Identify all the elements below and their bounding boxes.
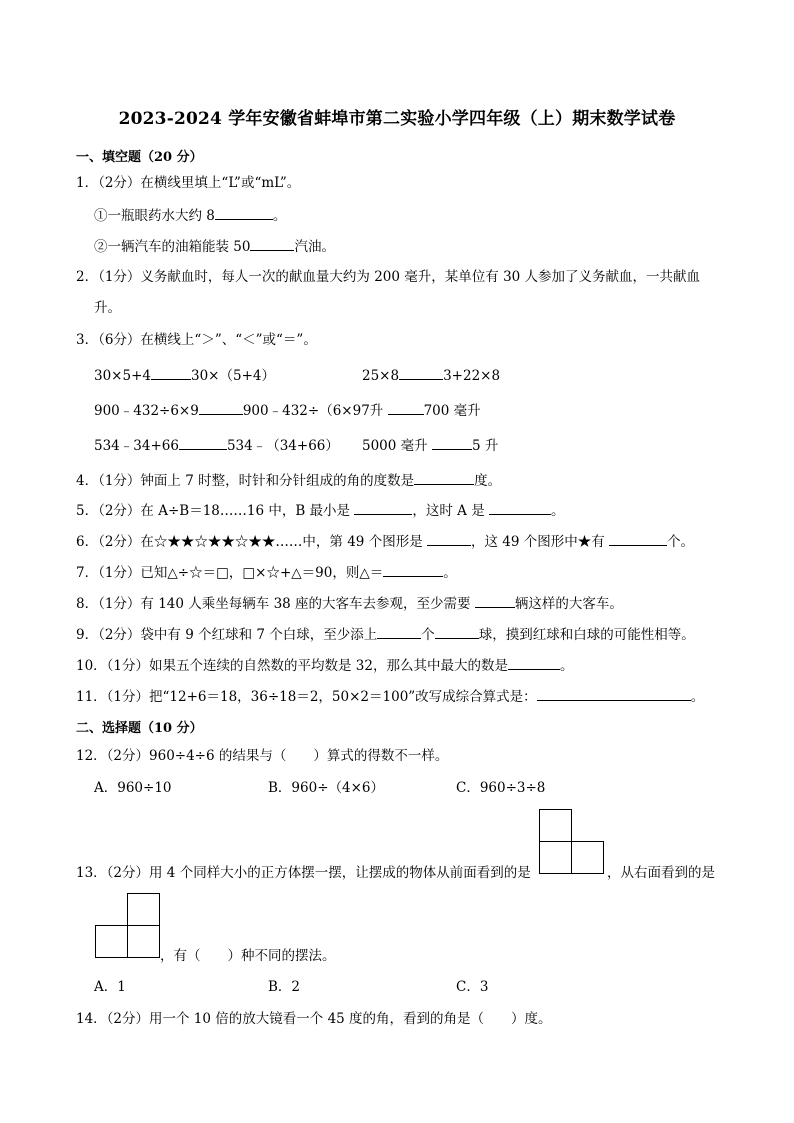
q3-blank-2[interactable] <box>399 365 443 380</box>
q4 <box>76 470 501 490</box>
q1-item-2 <box>94 236 335 256</box>
q1-blank-2[interactable] <box>250 236 294 251</box>
q6-blank-1[interactable] <box>427 531 471 546</box>
q3-blank-5[interactable] <box>179 435 227 450</box>
q3-r2a-left: 900﹣432÷6×9 <box>94 403 199 419</box>
q2-line-1: 2．（1分）义务献血时，每人一次的献血量大约为 200 毫升，某单位有 30 人参加了义务献血，一共献血 <box>76 269 701 285</box>
q3-blank-4[interactable] <box>388 400 424 415</box>
q9-end: 球，摸到红球和白球的可能性相等。 <box>478 627 695 643</box>
q8-blank[interactable] <box>475 593 515 608</box>
q1-item-2-end: 汽油。 <box>294 239 335 255</box>
front-view-cube <box>539 809 572 842</box>
q11 <box>76 686 704 706</box>
q3-r2b-left: 7升 <box>361 403 384 419</box>
q1-item-2-text: ②一辆汽车的油箱能装 50 <box>94 239 251 255</box>
q9 <box>76 624 695 644</box>
q3-r2a-right: 900﹣432÷（6×9 <box>242 403 362 419</box>
q3-r1a-right: 30×（5+4） <box>190 368 275 384</box>
exam-title: 2023-2024 学年安徽省蚌埠市第二实验小学四年级（上）期末数学试卷 <box>118 109 676 129</box>
q1-item-1 <box>94 205 286 225</box>
q6-text: 6．（2分）在☆★★☆★★☆★★……中，第 49 个图形是 <box>76 534 423 550</box>
q3-r1a-left: 30×5+4 <box>94 368 151 384</box>
q13-option-a[interactable]: A．1 <box>94 979 126 995</box>
q13-stem-post: ，从右面看到的是 <box>607 865 715 881</box>
q1-item-1-end: 。 <box>272 208 287 224</box>
q3-stem: 3．（6分）在横线上“＞”、“＜”或“＝”。 <box>76 332 317 348</box>
q3-row-2 <box>94 400 481 420</box>
q11-blank[interactable] <box>537 686 691 701</box>
q12-option-a[interactable]: A．960÷10 <box>94 780 172 796</box>
q3-r3a-left: 534﹣34+66 <box>94 438 179 454</box>
q5-blank-2[interactable] <box>489 500 551 515</box>
q8-end: 辆这样的大客车。 <box>514 596 623 612</box>
q3-r1b-left: 25×8 <box>362 368 400 384</box>
q3-r3b-left: 5000 毫升 <box>362 438 428 454</box>
q9-mid: 个 <box>421 627 435 643</box>
q3-blank-1[interactable] <box>151 365 191 380</box>
front-view-cube <box>539 841 572 874</box>
q3-r3b-right: 5 升 <box>471 438 499 454</box>
q6-blank-2[interactable] <box>609 531 667 546</box>
q7 <box>76 562 457 582</box>
q4-text: 4．（1分）钟面上 7 时整，时针和分针组成的角的度数是 <box>76 473 415 489</box>
front-view-cube <box>571 841 604 874</box>
q1-blank-1[interactable] <box>215 205 273 220</box>
right-view-cube <box>127 893 160 926</box>
q14-stem: 14．（2分）用一个 10 倍的放大镜看一个 45 度的角，看到的角是（ ）度。 <box>76 1011 552 1027</box>
q5-text: 5．（2分）在 A÷B＝18……16 中，B 最小是 <box>76 503 351 519</box>
q2-line-2: 升。 <box>94 300 121 316</box>
q3-row-3b <box>362 435 498 455</box>
q3-r2b-right: 700 毫升 <box>423 403 481 419</box>
q12-option-b[interactable]: B．960÷（4×6） <box>268 780 384 796</box>
q3-row-1b <box>362 365 500 385</box>
q11-text: 11．（1分）把“12+6＝18，36÷18＝2，50×2＝100”改写成综合算式是： <box>76 689 537 705</box>
q1-item-1-text: ①一瓶眼药水大约 8 <box>94 208 215 224</box>
q3-r3a-right: 534﹣（34+66） <box>226 438 339 454</box>
q13-line-2: ，有（ ）种不同的摆法。 <box>160 948 336 964</box>
q8 <box>76 593 623 613</box>
q7-text: 7．（1分）已知△÷☆＝□，□×☆+△＝90，则△＝ <box>76 565 384 581</box>
q12-stem: 12．（2分）960÷4÷6 的结果与（ ）算式的得数不一样。 <box>76 748 449 764</box>
q9-blank-2[interactable] <box>435 624 479 639</box>
q1-stem: 1．（2分）在横线里填上“L”或“mL”。 <box>76 175 301 191</box>
q9-text: 9．（2分）袋中有 9 个红球和 7 个白球，至少添上 <box>76 627 378 643</box>
q10-end: 。 <box>560 658 574 674</box>
q3-row-3a <box>94 435 339 455</box>
q5-end: 。 <box>551 503 565 519</box>
section-fill-blank-heading: 一、填空题（20 分） <box>76 150 203 165</box>
q6 <box>76 531 694 551</box>
q10-text: 10．（1分）如果五个连续的自然数的平均数是 32，那么其中最大的数是 <box>76 658 508 674</box>
q3-blank-6[interactable] <box>432 435 472 450</box>
q6-end: 个。 <box>667 534 695 550</box>
q3-row-1a <box>94 365 275 385</box>
q13-option-c[interactable]: C．3 <box>456 979 489 995</box>
q9-blank-1[interactable] <box>377 624 421 639</box>
q7-end: 。 <box>443 565 457 581</box>
q8-text: 8．（1分）有 140 人乘坐每辆车 38 座的大客车去参观，至少需要 <box>76 596 471 612</box>
q10 <box>76 655 574 675</box>
q13-stem-pre: 13．（2分）用 4 个同样大小的正方体摆一摆，让摆成的物体从前面看到的是 <box>76 865 531 881</box>
section-choice-heading: 二、选择题（10 分） <box>76 721 203 736</box>
q6-mid: ，这 49 个图形中★有 <box>471 534 605 550</box>
q13-option-b[interactable]: B．2 <box>268 979 301 995</box>
q11-end: 。 <box>690 689 705 705</box>
q4-end: 度。 <box>474 473 502 489</box>
q12-option-c[interactable]: C．960÷3÷8 <box>456 780 546 796</box>
q5 <box>76 500 565 520</box>
q10-blank[interactable] <box>508 655 560 670</box>
right-view-cube <box>95 925 128 958</box>
q5-mid: ，这时 A 是 <box>412 503 485 519</box>
q3-blank-3[interactable] <box>199 400 243 415</box>
q5-blank-1[interactable] <box>354 500 412 515</box>
q3-r1b-right: 3+22×8 <box>443 368 501 384</box>
q7-blank[interactable] <box>383 562 443 577</box>
right-view-cube <box>127 925 160 958</box>
q4-blank[interactable] <box>414 470 474 485</box>
